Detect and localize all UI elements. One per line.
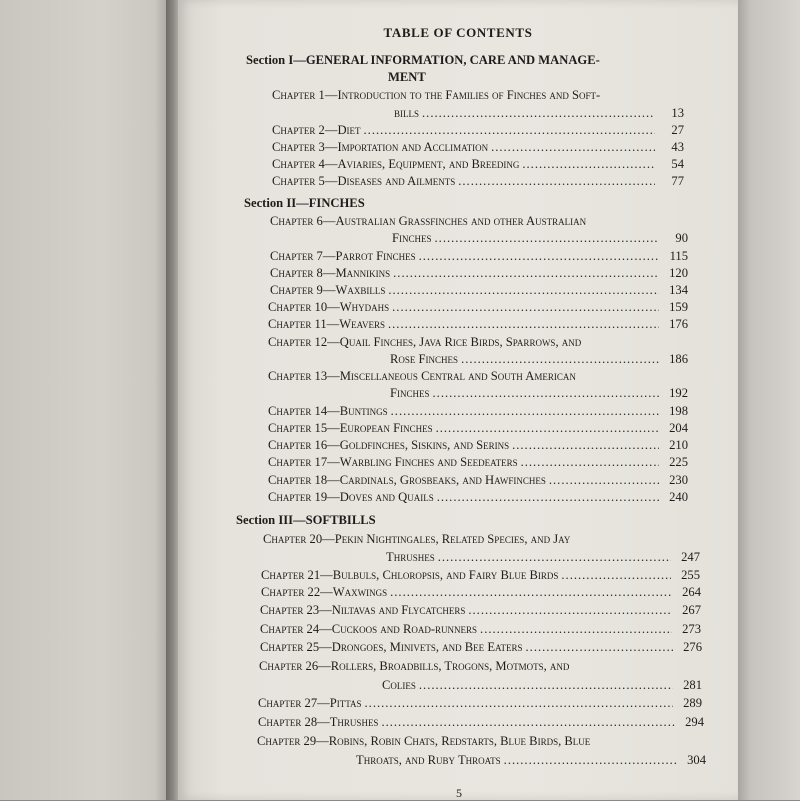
chapter-entry: Chapter 22—Waxwings ..... 264 <box>261 584 701 601</box>
chapter-entry: Chapter 14—Buntings ..... 198 <box>268 403 688 420</box>
chapter-entry: Chapter 28—Thrushes ..... 294 <box>258 714 704 731</box>
left-page <box>0 0 168 800</box>
chapter-entry: Chapter 18—Cardinals, Grosbeaks, and Hawfinches ..... 230 <box>268 472 688 489</box>
chapter-entry-continued: Finches ..... 90 <box>392 230 688 247</box>
chapter-entry: Chapter 26—Rollers, Broadbills, Trogons, Motmots, and <box>259 659 570 673</box>
chapter-entry: Chapter 29—Robins, Robin Chats, Redstarts, Blue Birds, Blue <box>257 734 591 748</box>
chapter-entry: Chapter 11—Weavers ..... 176 <box>268 316 688 333</box>
chapter-entry: Chapter 25—Drongoes, Minivets, and Bee Eaters ..... 276 <box>260 639 702 656</box>
page-number: 5 <box>456 786 462 800</box>
chapter-entry-continued: bills ..... 13 <box>394 105 684 122</box>
chapter-entry: Chapter 27—Pittas ..... 289 <box>258 695 702 712</box>
chapter-entry: Chapter 9—Waxbills ..... 134 <box>270 282 688 299</box>
page-title: TABLE OF CONTENTS <box>383 25 533 40</box>
section-heading: Section I—GENERAL INFORMATION, CARE AND MANAGE- <box>246 53 600 67</box>
chapter-entry: Chapter 1—Introduction to the Families of Finches and Soft- <box>272 88 601 102</box>
chapter-entry: Chapter 5—Diseases and Ailments ..... 77 <box>272 173 684 190</box>
chapter-entry: Chapter 7—Parrot Finches ..... 115 <box>270 248 688 265</box>
chapter-entry-continued: Finches ..... 192 <box>390 385 688 402</box>
chapter-entry: Chapter 23—Niltavas and Flycatchers ..... 267 <box>260 602 701 619</box>
chapter-entry: Chapter 15—European Finches ..... 204 <box>268 420 688 437</box>
page-edge <box>738 0 800 800</box>
chapter-entry: Chapter 12—Quail Finches, Java Rice Birds, Sparrows, and <box>268 335 582 349</box>
chapter-entry: Chapter 19—Doves and Quails ..... 240 <box>268 489 688 506</box>
chapter-entry: Chapter 21—Bulbuls, Chloropsis, and Fairy Blue Birds ..... 255 <box>261 567 700 584</box>
section-heading: Section II—FINCHES <box>244 196 365 210</box>
chapter-entry: Chapter 6—Australian Grassfinches and other Australian <box>270 214 587 228</box>
chapter-entry: Chapter 13—Miscellaneous Central and South American <box>268 369 576 383</box>
chapter-entry: Chapter 10—Whydahs ..... 159 <box>268 299 688 316</box>
chapter-entry: Chapter 8—Mannikins ..... 120 <box>270 265 688 282</box>
section-heading: Section III—SOFTBILLS <box>236 513 376 527</box>
chapter-entry-continued: Colies ..... 281 <box>382 677 702 694</box>
chapter-entry: Chapter 17—Warbling Finches and Seedeaters ..... 225 <box>268 454 688 471</box>
chapter-entry-continued: Rose Finches ..... 186 <box>390 351 688 368</box>
chapter-entry-continued: Throats, and Ruby Throats ..... 304 <box>356 752 706 769</box>
table-of-contents <box>178 0 738 800</box>
chapter-entry: Chapter 24—Cuckoos and Road-runners ..... 273 <box>260 621 701 638</box>
section-heading-continued: MENT <box>388 70 426 84</box>
chapter-entry: Chapter 2—Diet ..... 27 <box>272 122 684 139</box>
chapter-entry: Chapter 20—Pekin Nightingales, Related Species, and Jay <box>263 532 571 546</box>
chapter-entry-continued: Thrushes ..... 247 <box>386 549 700 566</box>
chapter-entry: Chapter 16—Goldfinches, Siskins, and Serins ..... 210 <box>268 437 688 454</box>
chapter-entry: Chapter 3—Importation and Acclimation ..... 43 <box>272 139 684 156</box>
chapter-entry: Chapter 4—Aviaries, Equipment, and Breeding ..... 54 <box>272 156 684 173</box>
